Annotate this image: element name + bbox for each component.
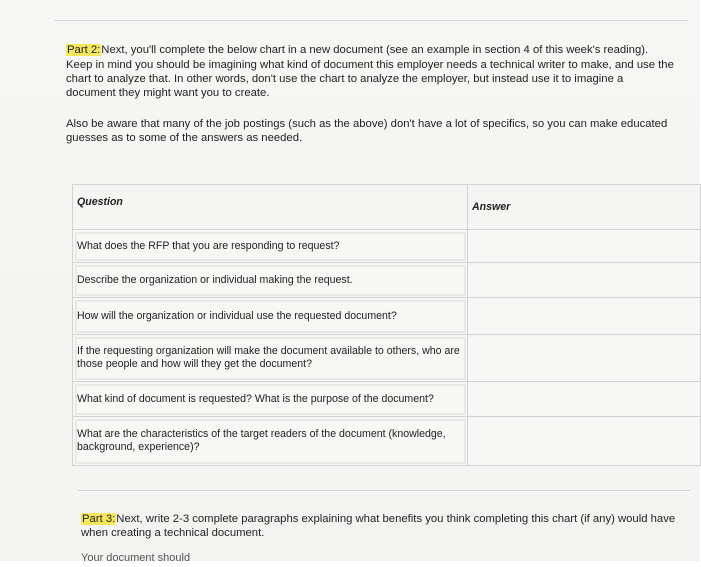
header-answer: Answer bbox=[472, 201, 511, 213]
top-divider bbox=[54, 20, 688, 21]
question-cell: Describe the organization or individual making the request. bbox=[73, 263, 468, 298]
part2-intro-text: Next, you'll complete the below chart in a new document (see an example in section 4 of this week's reading). bbox=[101, 44, 649, 56]
header-question: Question bbox=[77, 196, 123, 208]
question-cell: What kind of document is requested? What is the purpose of the document? bbox=[73, 382, 468, 417]
answer-cell[interactable] bbox=[468, 230, 701, 263]
part2-paragraph-2: Keep in mind you should be imagining what kind of document this employer needs a technical writer to make, and use the chart to analyze that. In other words, don't use the chart to analyze the employer, but instead use it to imagine a document they might want you to create. bbox=[66, 59, 674, 100]
question-cell: What are the characteristics of the target readers of the document (knowledge, background, experience)? bbox=[73, 417, 468, 466]
table-row bbox=[73, 230, 701, 263]
table-row bbox=[73, 263, 701, 298]
table-row bbox=[73, 382, 701, 417]
table-row bbox=[73, 335, 701, 382]
answer-cell[interactable] bbox=[468, 417, 701, 466]
question-cell: If the requesting organization will make the document available to others, who are those people and how will they get the document? bbox=[73, 335, 468, 382]
part3-label: Part 3: bbox=[82, 513, 116, 525]
answer-cell[interactable] bbox=[468, 298, 701, 335]
part3-paragraph bbox=[81, 512, 681, 540]
part3-text: Next, write 2-3 complete paragraphs explaining what benefits you think completing this chart (if any) would have when creating a technical document. bbox=[81, 513, 676, 540]
answer-cell[interactable] bbox=[468, 335, 701, 382]
table-header-row bbox=[73, 185, 701, 230]
answer-cell[interactable] bbox=[468, 263, 701, 298]
part2-intro bbox=[66, 43, 678, 57]
answer-cell[interactable] bbox=[468, 382, 701, 417]
part2-paragraph-3: Also be aware that many of the job postings (such as the above) don't have a lot of specifics, so you can make educated guesses as to some of the answers as needed. bbox=[66, 118, 668, 145]
question-cell: How will the organization or individual use the requested document? bbox=[73, 298, 468, 335]
header-answer-cell bbox=[468, 185, 701, 230]
header-question-cell bbox=[73, 185, 468, 230]
part2-label: Part 2: bbox=[67, 44, 101, 56]
cutoff-text: Your document should bbox=[81, 552, 191, 564]
table-row bbox=[73, 417, 701, 466]
table-row bbox=[73, 298, 701, 335]
analysis-chart-table bbox=[72, 184, 690, 474]
question-cell: What does the RFP that you are responding to request? bbox=[73, 230, 468, 263]
section-divider bbox=[78, 490, 690, 491]
